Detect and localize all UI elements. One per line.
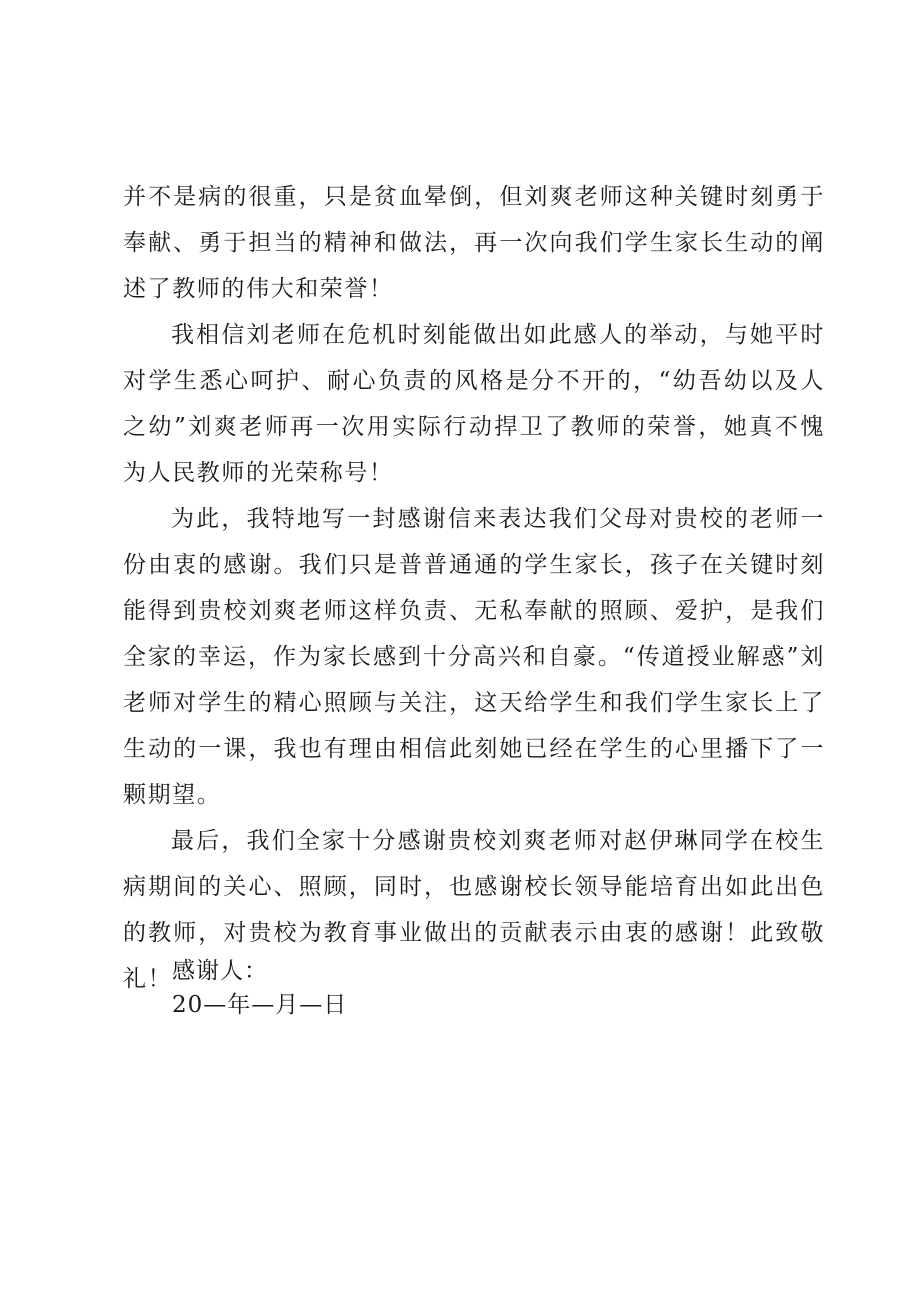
- signoff-block: [172, 954, 347, 1022]
- paragraph-continuation: 并不是病的很重，只是贫血晕倒，但刘爽老师这种关键时刻勇于奉献、勇于担当的精神和做法，再一次向我们学生家长生动的阐述了教师的伟大和荣誉！: [123, 184, 825, 302]
- paragraph-teacher-praise: 我相信刘老师在危机时刻能做出如此感人的举动，与她平时对学生悉心呵护、耐心负责的风格是分不开的，“幼吾幼以及人之幼”刘爽老师再一次用实际行动捍卫了教师的荣誉，她真不愧为人民教师的光荣称号！: [123, 322, 825, 486]
- paragraph-gratitude: 为此，我特地写一封感谢信来表达我们父母对贵校的老师一份由衷的感谢。我们只是普普通通的学生家长，孩子在关键时刻能得到贵校刘爽老师这样负责、无私奉献的照顾、爱护，是我们全家的幸运，作为家长感到十分高兴和自豪。“传道授业解惑”刘老师对学生的精心照顾与关注，这天给学生和我们学生家长上了生动的一课，我也有理由相信此刻她已经在学生的心里播下了一颗期望。: [123, 506, 825, 808]
- signer-label: 感谢人：: [172, 958, 268, 984]
- letter-date: 20—年—月—日: [172, 992, 348, 1018]
- paragraph-closing: 最后，我们全家十分感谢贵校刘爽老师对赵伊琳同学在校生病期间的关心、照顾，同时，也感谢校长领导能培育出如此出色的教师，对贵校为教育事业做出的贡献表示由衷的感谢！此致敬礼！: [123, 828, 825, 992]
- letter-body: [123, 174, 825, 1002]
